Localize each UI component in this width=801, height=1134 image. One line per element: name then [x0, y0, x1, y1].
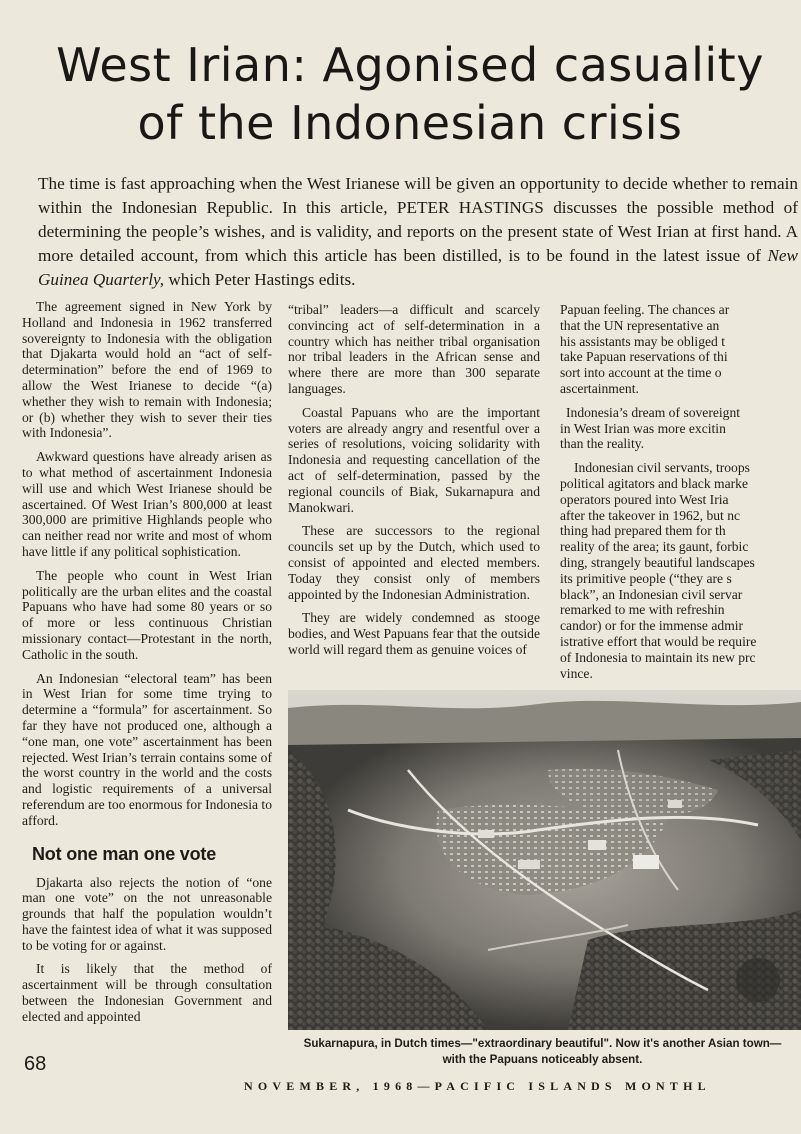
- title-line-2: of the Indonesian crisis: [137, 96, 683, 150]
- line: Indonesia’s dream of sovereignt: [566, 404, 741, 420]
- line: operators poured into West Iria: [560, 491, 729, 507]
- line: than the reality.: [560, 436, 645, 452]
- text-column-1: [22, 299, 272, 1033]
- line: of Indonesia to maintain its new prc: [560, 649, 756, 665]
- text-column-2: [288, 302, 540, 666]
- paragraph: They are widely condemned as stooge bodies, and West Papuans fear that the outside world will regard them as genuine voices of: [288, 610, 540, 657]
- line: that the UN representative an: [560, 317, 720, 333]
- photo-caption: [284, 1036, 801, 1068]
- line: Indonesian civil servants, troops: [574, 460, 750, 476]
- line: his assistants may be obliged t: [560, 333, 725, 349]
- line: candor) or for the immense admir: [560, 618, 744, 634]
- section-subheading: Not one man one vote: [32, 843, 217, 864]
- paragraph: Awkward questions have already arisen as to what method of ascertainment Indonesia will use and which West Irianese should be ascertained. Of West Irian’s 800,000 at least 300,000 are primitive Highlands people who can neither read nor write and most of whom have little if any political sophistication.: [22, 449, 272, 559]
- intro-text: The time is fast approaching when the West Irianese will be given an opportunity to decide whether to remain within the Indonesian Republic. In this article, PETER HASTINGS discusses the possible method of determining the people’s wishes, and is validity, and reports on the present state of West Irian at first hand. A more detailed account, from which this article has been distilled, is to be found in the latest issue of: [38, 174, 798, 265]
- aerial-town-photo: [288, 690, 801, 1030]
- line: istrative effort that would be require: [560, 633, 757, 649]
- paragraph: An Indonesian “electoral team” has been in West Irian for some time trying to determine a “formula” for ascertainment. So far they have not produced one, although a “one man, one vote” ascertainment has been rejected. West Irian’s terrain contains some of the worst country in the world and the costs and logistic requirements of a universal referendum are too enormous for Indonesia to afford.: [22, 670, 272, 828]
- line: take Papuan reservations of thi: [560, 349, 728, 365]
- line: its primitive people (“they are s: [560, 570, 732, 586]
- intro-text-end: which Peter Hastings edits.: [164, 270, 356, 289]
- line: reality of the area; its gaunt, forbic: [560, 539, 749, 555]
- line: vince.: [560, 665, 593, 681]
- paragraph: It is likely that the method of ascertainment will be through consultation between the Indonesian Government and elected and appointed: [22, 961, 272, 1024]
- title-line-1: West Irian: Agonised casuality: [56, 38, 764, 92]
- paragraph: “tribal” leaders—a difficult and scarcely convincing act of self-determination in a country which has neither tribal organisation nor tribal leaders in the African sense and where there are more than 300 separate languages.: [288, 302, 540, 396]
- article-standfirst: [38, 172, 798, 292]
- line: sort into account at the time o: [560, 365, 722, 381]
- paragraph: These are successors to the regional councils set up by the Dutch, which used to consist of appointed and elected members. Today they consist only of members appointed by the Indonesian Administration.: [288, 523, 540, 602]
- running-footer: NOVEMBER, 1968—PACIFIC ISLANDS MONTHL: [244, 1079, 711, 1093]
- line: political agitators and black marke: [560, 475, 748, 491]
- paragraph-cropped: [560, 460, 801, 681]
- line: ascertainment.: [560, 380, 639, 396]
- article-title: [20, 36, 800, 152]
- line: Papuan feeling. The chances ar: [560, 302, 730, 317]
- line: after the takeover in 1962, but nc: [560, 507, 741, 523]
- paragraph-cropped: [560, 405, 801, 452]
- aerial-photo-sukarnapura: [288, 690, 801, 1030]
- paragraph: The agreement signed in New York by Holland and Indonesia in 1962 transferred sovereignty to Indonesia with the obligation that Djakarta would hold an “act of self-determination” before the end of 1969 to allow the West Irianese to decide “(a) whether they wish to remain with Indonesia; or (b) whether they wish to sever their ties with Indonesia”.: [22, 299, 272, 441]
- line: thing had prepared them for th: [560, 523, 726, 539]
- line: ding, strangely beautiful landscapes: [560, 554, 755, 570]
- line: remarked to me with refreshin: [560, 602, 725, 618]
- paragraph-cropped: [560, 302, 801, 397]
- page-number: 68: [24, 1053, 47, 1075]
- caption-line-2: with the Papuans noticeably absent.: [442, 1053, 643, 1066]
- caption-line-1: Sukarnapura, in Dutch times—"extraordinary beautiful". Now it's another Asian town—: [303, 1037, 782, 1050]
- paragraph: Coastal Papuans who are the important voters are already angry and resentful over a series of resolutions, voicing solidarity with Indonesia and requesting cancellation of the act of self-determination, passed by the regional councils of Biak, Sukarnapura and Manokwari.: [288, 404, 540, 515]
- intro-publication-title: New Guinea Quarterly,: [38, 246, 798, 289]
- line: in West Irian was more excitin: [560, 420, 726, 436]
- paragraph: Djakarta also rejects the notion of “one man one vote” on the not unreasonable grounds that half the population wouldn’t have the faintest idea of what it was supposed to be voting for or against.: [22, 874, 272, 953]
- line: black”, an Indonesian civil servar: [560, 586, 743, 602]
- paragraph: The people who count in West Irian politically are the urban elites and the coastal Papuans who have had some 80 years or so of more or less continuous Christian missionary contact—Protestant in the north, Catholic in the south.: [22, 567, 272, 662]
- text-column-3: [560, 302, 801, 745]
